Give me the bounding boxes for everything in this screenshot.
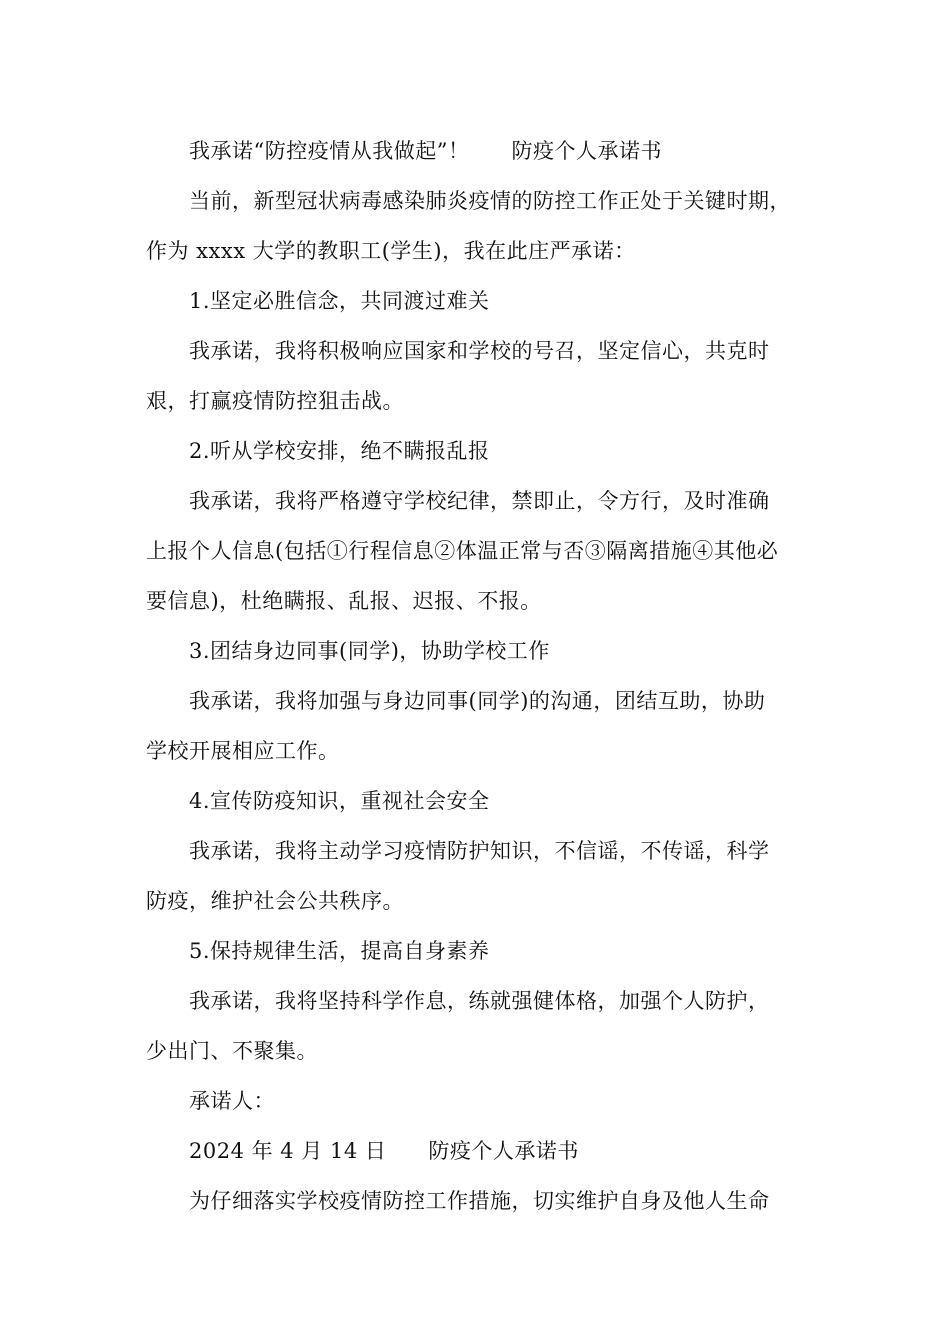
- text-line: [146, 326, 826, 376]
- text-line: [146, 626, 826, 676]
- text-segment: 1.坚定必胜信念，共同渡过难关: [189, 289, 490, 313]
- text-line: [146, 876, 826, 926]
- text-segment: 少出门、不聚集。: [146, 1039, 318, 1063]
- text-segment: 当前，新型冠状病毒感染肺炎疫情的防控工作正处于关键时期，: [189, 189, 791, 213]
- document-body: [146, 126, 826, 1226]
- text-segment: 2.听从学校安排，绝不瞒报乱报: [189, 439, 490, 463]
- text-segment: 我承诺，我将积极响应国家和学校的号召，坚定信心，共克时: [189, 339, 770, 363]
- text-line: [146, 676, 826, 726]
- text-line: [146, 276, 826, 326]
- text-segment: 我承诺，我将坚持科学作息，练就强健体格，加强个人防护，: [189, 989, 770, 1013]
- text-segment: 我承诺，我将严格遵守学校纪律，禁即止，令方行，及时准确: [189, 489, 770, 513]
- text-segment: 作为 xxxx 大学的教职工(学生)，我在此庄严承诺：: [146, 239, 636, 263]
- text-line: [146, 576, 826, 626]
- text-segment: 5.保持规律生活，提高自身素养: [189, 939, 490, 963]
- text-segment: 我承诺，我将加强与身边同事(同学)的沟通，团结互助，协助: [189, 689, 766, 713]
- text-line: [146, 376, 826, 426]
- text-segment: 艰，打赢疫情防控狙击战。: [146, 389, 404, 413]
- text-segment: 我承诺，我将主动学习疫情防护知识，不信谣，不传谣，科学: [189, 839, 770, 863]
- text-segment: 要信息)，杜绝瞒报、乱报、迟报、不报。: [146, 589, 542, 613]
- text-segment: 学校开展相应工作。: [146, 739, 340, 763]
- text-segment: 为仔细落实学校疫情防控工作措施，切实维护自身及他人生命: [189, 1189, 770, 1213]
- text-line: [146, 1026, 826, 1076]
- text-line: [146, 1126, 826, 1176]
- text-line: [146, 826, 826, 876]
- text-line: [146, 776, 826, 826]
- text-line: [146, 426, 826, 476]
- text-line: [146, 726, 826, 776]
- text-segment: 4.宣传防疫知识，重视社会安全: [189, 789, 490, 813]
- text-segment: 防疫个人承诺书: [511, 139, 662, 163]
- text-segment: 承诺人：: [189, 1089, 275, 1113]
- text-line: [146, 226, 826, 276]
- text-segment: 2024 年 4 月 14 日: [189, 1139, 387, 1163]
- text-segment: 3.团结身边同事(同学)，协助学校工作: [189, 639, 550, 663]
- text-line: [146, 476, 826, 526]
- text-segment: 防疫个人承诺书: [428, 1139, 579, 1163]
- text-line: [146, 1076, 826, 1126]
- text-line: [146, 176, 826, 226]
- text-line: [146, 926, 826, 976]
- text-line: [146, 126, 826, 176]
- text-segment: 上报个人信息(包括①行程信息②体温正常与否③隔离措施④其他必: [146, 539, 779, 563]
- text-segment: 防疫，维护社会公共秩序。: [146, 889, 404, 913]
- text-line: [146, 526, 826, 576]
- text-segment: 我承诺“防控疫情从我做起”！: [189, 139, 470, 163]
- text-line: [146, 976, 826, 1026]
- text-line: [146, 1176, 826, 1226]
